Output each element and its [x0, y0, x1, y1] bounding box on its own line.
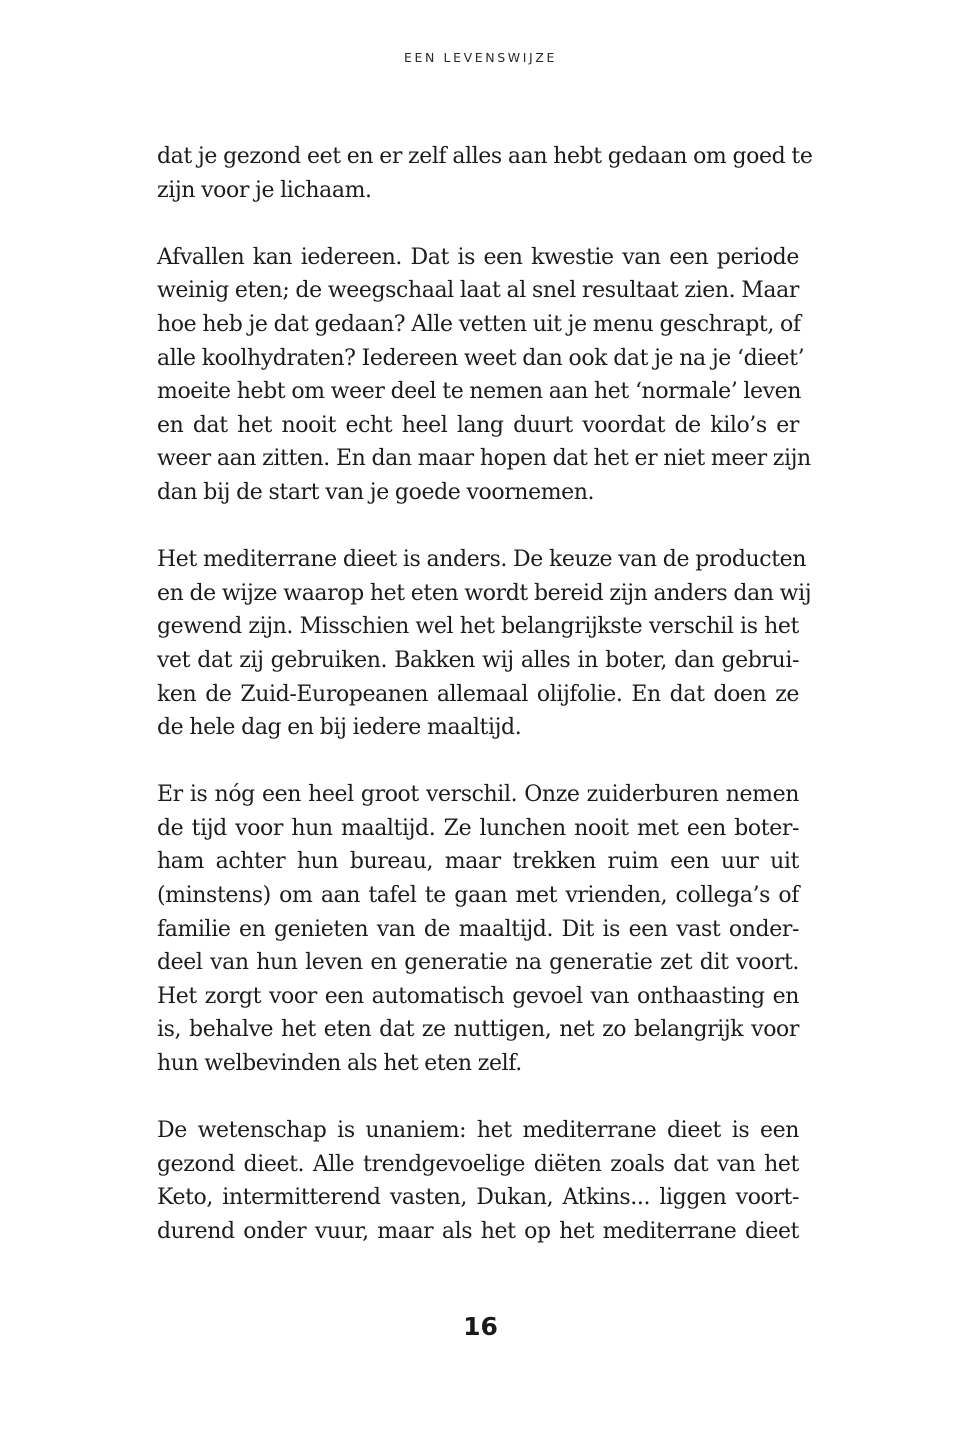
- paragraph: [157, 543, 812, 745]
- text-line: vet dat zij gebruiken. Bakken wij alles in boter, dan gebrui-: [157, 647, 799, 673]
- text-line: de tijd voor hun maaltijd. Ze lunchen nooit met een boter-: [157, 815, 799, 841]
- paragraph-gap: [157, 1081, 799, 1115]
- text-line: ken de Zuid-Europeanen allemaal olijfolie. En dat doen ze: [157, 681, 799, 707]
- text-line: alle koolhydraten? Iedereen weet dan ook dat je na je ‘dieet’: [157, 345, 805, 371]
- text-line: dan bij de start van je goede voornemen.: [157, 479, 595, 505]
- paragraph-gap: [157, 207, 799, 241]
- text-line: De wetenschap is unaniem: het mediterrane dieet is een: [157, 1118, 799, 1144]
- paragraph: [157, 140, 813, 207]
- text-line: familie en genieten van de maaltijd. Dit is een vast onder-: [157, 916, 799, 942]
- text-line: gezond dieet. Alle trendgevoelige diëten zoals dat van het: [157, 1151, 799, 1177]
- text-line: hun welbevinden als het eten zelf.: [157, 1051, 522, 1077]
- text-line: deel van hun leven en generatie na generatie zet dit voort.: [157, 950, 799, 976]
- body-text: [157, 140, 813, 1249]
- paragraph: [157, 778, 799, 1080]
- text-line: de hele dag en bij iedere maaltijd.: [157, 715, 522, 741]
- text-line: moeite hebt om weer deel te nemen aan het ‘normale’ leven: [157, 379, 802, 405]
- text-line: zijn voor je lichaam.: [157, 177, 372, 203]
- text-line: Het zorgt voor een automatisch gevoel van onthaasting en: [157, 983, 799, 1009]
- text-line: Keto, intermitterend vasten, Dukan, Atkins... liggen voort-: [157, 1185, 799, 1211]
- paragraph-gap: [157, 745, 799, 779]
- text-line: (minstens) om aan tafel te gaan met vrienden, collega’s of: [157, 883, 799, 909]
- text-line: en dat het nooit echt heel lang duurt voordat de kilo’s er: [157, 412, 799, 438]
- text-line: en de wijze waarop het eten wordt bereid zijn anders dan wij: [157, 580, 812, 606]
- text-line: weinig eten; de weegschaal laat al snel resultaat zien. Maar: [157, 278, 799, 304]
- text-line: weer aan zitten. En dan maar hopen dat het er niet meer zijn: [157, 446, 811, 472]
- text-line: ham achter hun bureau, maar trekken ruim een uur uit: [157, 849, 799, 875]
- running-header: EEN LEVENSWIJZE: [404, 50, 557, 65]
- text-line: hoe heb je dat gedaan? Alle vetten uit je menu geschrapt, of: [157, 311, 801, 337]
- text-line: Het mediterrane dieet is anders. De keuze van de producten: [157, 547, 807, 573]
- text-line: Afvallen kan iedereen. Dat is een kwestie van een periode: [157, 244, 799, 270]
- text-line: Er is nóg een heel groot verschil. Onze zuiderburen nemen: [157, 782, 799, 808]
- text-line: dat je gezond eet en er zelf alles aan hebt gedaan om goed te: [157, 144, 813, 169]
- paragraph: [157, 241, 811, 510]
- paragraph: [157, 1114, 799, 1248]
- text-line: durend onder vuur, maar als het op het mediterrane dieet: [157, 1219, 799, 1244]
- paragraph-gap: [157, 510, 799, 544]
- text-line: is, behalve het eten dat ze nuttigen, net zo belangrijk voor: [157, 1017, 799, 1043]
- text-line: gewend zijn. Misschien wel het belangrijkste verschil is het: [157, 614, 799, 640]
- page-number: 16: [463, 1312, 498, 1341]
